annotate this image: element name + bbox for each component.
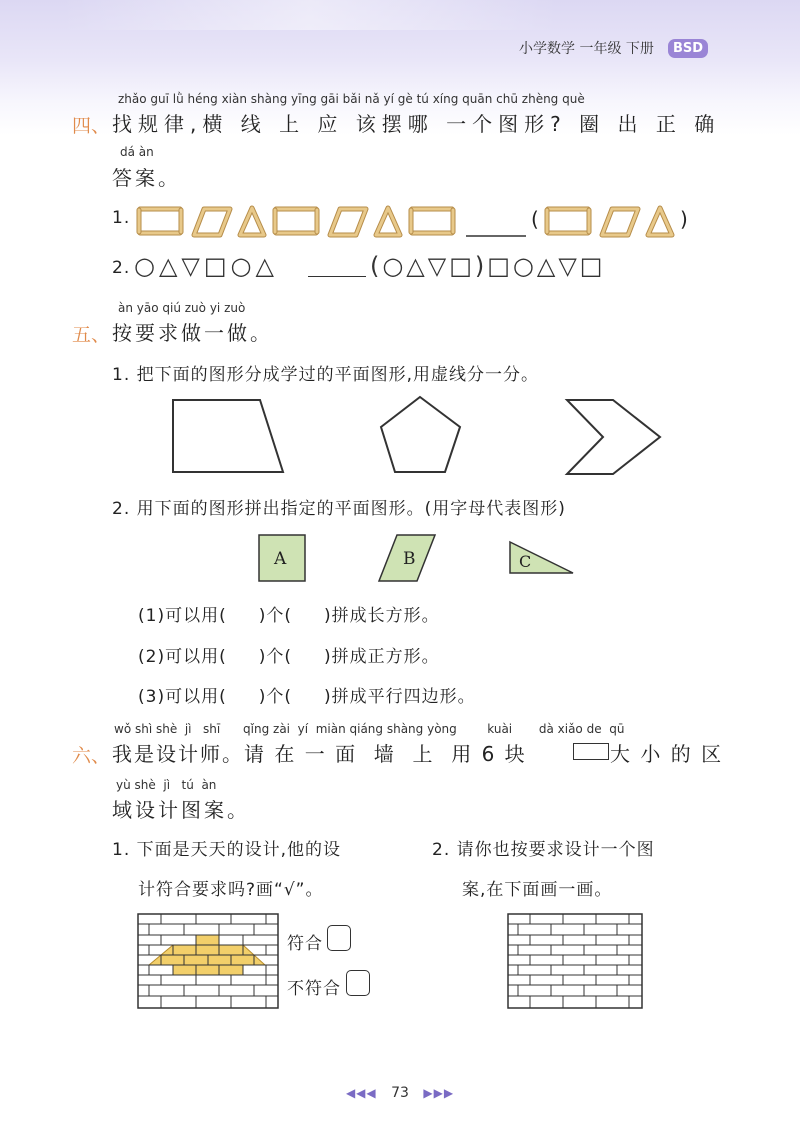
sec4-q2-options: (○△▽□)□○△▽□ (370, 252, 606, 280)
brick-wall-blank[interactable] (507, 913, 643, 1009)
sec6-pinyin-2: yù shè jì tú àn (116, 778, 217, 792)
sec6-q1-line1: 1. 下面是天天的设计,他的设 (112, 840, 342, 860)
sec5-number: 五、 (72, 324, 111, 346)
brick-icon (573, 743, 609, 760)
pentagon-shape (381, 397, 460, 472)
sec4-title-1: 找规律,横 线 上 应 该摆哪 一个图形? 圈 出 正 确 (112, 112, 721, 136)
edition-badge: BSD (668, 39, 708, 58)
q1-paren-open: ( (531, 207, 540, 231)
not-fit-checkbox[interactable] (346, 970, 370, 996)
sec4-number: 四、 (72, 115, 111, 137)
brick-wall-design (137, 913, 279, 1009)
sec4-q2-number: 2. (112, 258, 131, 278)
next-page-arrows-icon[interactable]: ▶▶▶ (423, 1086, 455, 1100)
q1-paren-close: ) (680, 207, 689, 231)
sec6-q1-line2: 计符合要求吗?画“√”。 (138, 880, 324, 900)
fit-checkbox[interactable] (327, 925, 351, 951)
trapezoid-shape (173, 400, 283, 472)
sec6-title-1b: 大 小 的 区 (610, 742, 724, 766)
sec4-q2-blank[interactable] (308, 276, 366, 277)
page-number: 73 (391, 1085, 409, 1101)
not-fit-label: 不符合 (287, 979, 341, 999)
sec4-q1-number: 1. (112, 208, 131, 228)
label-c: C (519, 552, 532, 571)
sec5-item-1: (1)可以用( )个( )拼成长方形。 (138, 606, 440, 626)
sec5-item-3: (3)可以用( )个( )拼成平行四边形。 (138, 687, 476, 707)
sec4-pinyin-2: dá àn (120, 145, 154, 159)
book-header (519, 38, 708, 58)
sec5-q1-shapes (165, 392, 670, 482)
sec6-q2-line2: 案,在下面画一画。 (462, 880, 613, 900)
label-a: A (274, 549, 287, 569)
sec6-title-1a: 我是设计师。请 在 一 面 墙 上 用 6 块 (112, 742, 527, 766)
sec6-pinyin-1: wǒ shì shè jì shī qǐng zài yí miàn qiáng shàng yòng kuài dà xiǎo de qū (114, 722, 625, 736)
sec6-title-2: 域设计图案。 (112, 798, 250, 822)
fit-label: 符合 (287, 934, 323, 954)
book-title: 小学数学 一年级 下册 (519, 41, 654, 57)
sec4-q2-sequence: ○△▽□○△ (134, 252, 278, 280)
sec5-title: 按要求做一做。 (112, 321, 273, 345)
label-b: B (403, 549, 416, 569)
sec5-q2: 2. 用下面的图形拼出指定的平面图形。(用字母代表图形) (112, 499, 566, 519)
arrow-shape (567, 400, 660, 474)
page-footer (0, 1085, 800, 1101)
sec5-item-2: (2)可以用( )个( )拼成正方形。 (138, 647, 440, 667)
prev-page-arrows-icon[interactable]: ◀◀◀ (345, 1086, 377, 1100)
sec4-pinyin-1: zhǎo guī lǜ héng xiàn shàng yīng gāi bǎi nǎ yí gè tú xíng quān chū zhèng què (118, 92, 585, 106)
sec6-number: 六、 (72, 745, 111, 767)
sec6-q2-line1: 2. 请你也按要求设计一个图 (432, 840, 655, 860)
sec5-q2-shapes (255, 532, 580, 587)
sec4-title-2: 答案。 (112, 166, 181, 190)
sec5-q1: 1. 把下面的图形分成学过的平面图形,用虚线分一分。 (112, 365, 540, 385)
sec5-pinyin: àn yāo qiú zuò yi zuò (118, 301, 246, 315)
matchstick-pattern (136, 202, 696, 240)
